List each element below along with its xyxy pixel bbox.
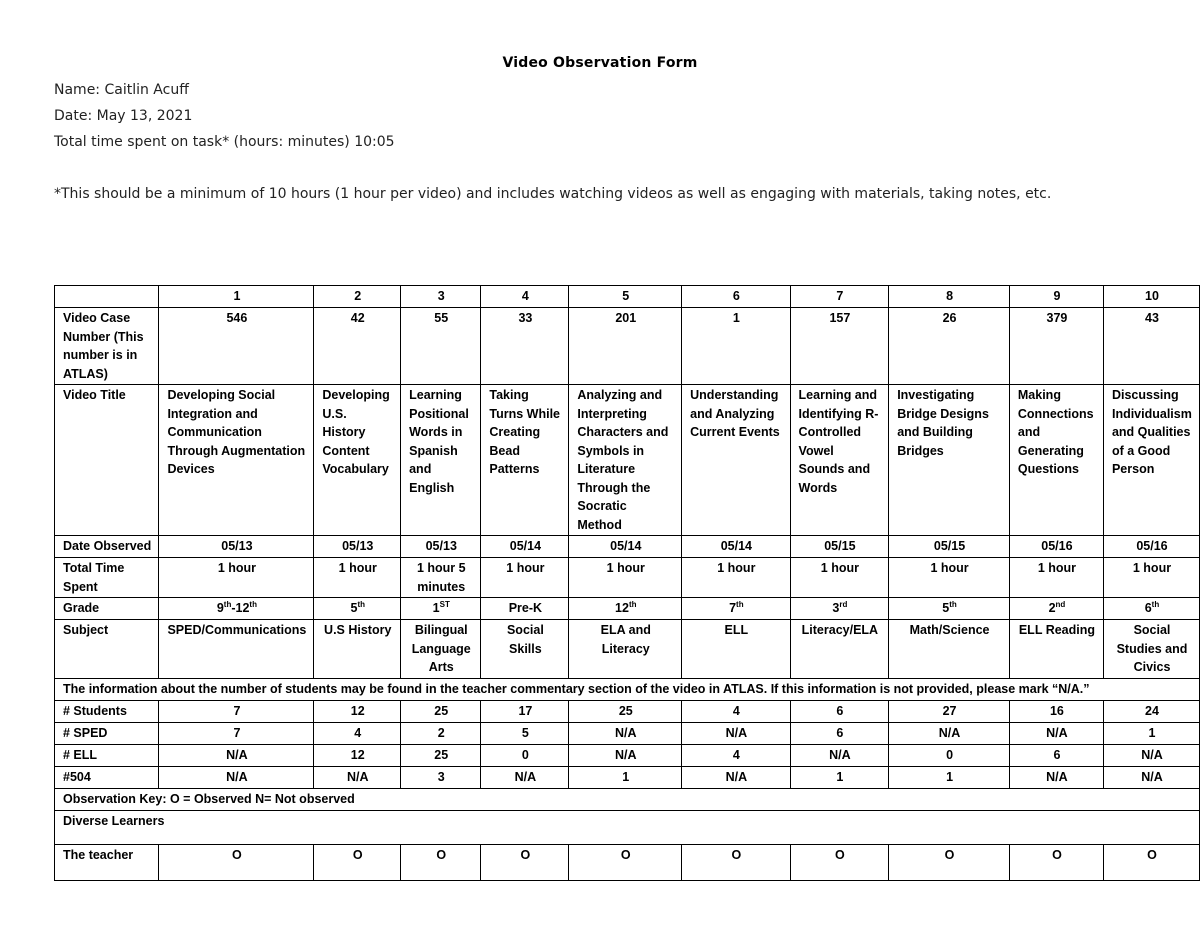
grade-value: Pre-K — [508, 601, 543, 615]
grade-row — [55, 598, 1200, 620]
column-number: 8 — [889, 286, 1010, 308]
date-observed-cell: 05/13 — [159, 536, 314, 558]
diverse-learners-heading: Diverse Learners — [55, 810, 1200, 844]
video-case-number-cell: 26 — [889, 308, 1010, 385]
students-cell: 17 — [481, 700, 569, 722]
section-504-cell: 1 — [569, 766, 682, 788]
date-observed-cell: 05/16 — [1009, 536, 1103, 558]
grade-value: 1 — [432, 601, 440, 615]
teacher-cell: O — [159, 844, 314, 880]
observation-key: Observation Key: O = Observed N= Not observed — [55, 788, 1200, 810]
subject-cell: Social Skills — [481, 620, 569, 679]
subject-cell: Bilingual Language Arts — [401, 620, 481, 679]
ell-cell: 4 — [682, 744, 790, 766]
students-cell: 4 — [682, 700, 790, 722]
sped-cell: 2 — [401, 722, 481, 744]
grade-suffix: th — [223, 599, 232, 609]
total-time-cell: 1 hour — [159, 558, 314, 598]
video-case-number-label: Video Case Number (This number is in ATLAS) — [55, 308, 159, 385]
sped-cell: 4 — [314, 722, 401, 744]
grade-value: 2 — [1048, 601, 1056, 615]
date-observed-cell: 05/13 — [314, 536, 401, 558]
subject-cell: SPED/Communications — [159, 620, 314, 679]
sped-cell: N/A — [569, 722, 682, 744]
subject-cell: Literacy/ELA — [790, 620, 889, 679]
students-cell: 25 — [401, 700, 481, 722]
subject-label: Subject — [55, 620, 159, 679]
ell-cell: 6 — [1009, 744, 1103, 766]
diverse-learners-row — [55, 810, 1200, 844]
teacher-cell: O — [569, 844, 682, 880]
ell-cell: N/A — [159, 744, 314, 766]
info-note-row — [55, 678, 1200, 700]
column-number: 10 — [1103, 286, 1199, 308]
subject-cell: Math/Science — [889, 620, 1010, 679]
grade-value: -12 — [231, 601, 250, 615]
video-title-cell: Developing U.S. History Content Vocabulary — [314, 385, 401, 536]
total-time-cell: 1 hour 5 minutes — [401, 558, 481, 598]
total-time-cell: 1 hour — [1103, 558, 1199, 598]
section-504-cell: 1 — [889, 766, 1010, 788]
time-requirement-note: *This should be a minimum of 10 hours (1 hour per video) and includes watching videos as well as engaging with materials, taking notes, etc. — [54, 186, 1052, 202]
grade-cell — [569, 598, 682, 620]
students-cell: 6 — [790, 700, 889, 722]
subject-cell: Social Studies and Civics — [1103, 620, 1199, 679]
ell-cell: N/A — [1103, 744, 1199, 766]
sped-cell: 5 — [481, 722, 569, 744]
video-case-number-cell: 546 — [159, 308, 314, 385]
video-title-cell: Investigating Bridge Designs and Building Bridges — [889, 385, 1010, 536]
students-label: # Students — [55, 700, 159, 722]
students-cell: 27 — [889, 700, 1010, 722]
observation-table — [54, 285, 1200, 881]
date-observed-cell: 05/13 — [401, 536, 481, 558]
video-case-number-cell: 43 — [1103, 308, 1199, 385]
students-row — [55, 700, 1200, 722]
video-title-cell: Taking Turns While Creating Bead Patterns — [481, 385, 569, 536]
sped-row — [55, 722, 1200, 744]
subject-row — [55, 620, 1200, 679]
video-title-label: Video Title — [55, 385, 159, 536]
grade-suffix: rd — [839, 599, 848, 609]
video-title-cell: Making Connections and Generating Questions — [1009, 385, 1103, 536]
video-case-number-cell: 33 — [481, 308, 569, 385]
video-title-cell: Understanding and Analyzing Current Events — [682, 385, 790, 536]
sped-label: # SPED — [55, 722, 159, 744]
teacher-row — [55, 844, 1200, 880]
grade-suffix: th — [249, 599, 257, 609]
ell-label: # ELL — [55, 744, 159, 766]
students-cell: 12 — [314, 700, 401, 722]
grade-suffix: th — [357, 599, 365, 609]
info-note: The information about the number of students may be found in the teacher commentary section of the video in ATLAS. If this information is not provided, please mark “N/A.” — [55, 678, 1200, 700]
video-title-cell: Learning Positional Words in Spanish and English — [401, 385, 481, 536]
ell-cell: 12 — [314, 744, 401, 766]
teacher-cell: O — [401, 844, 481, 880]
teacher-cell: O — [481, 844, 569, 880]
students-cell: 16 — [1009, 700, 1103, 722]
column-header-row — [55, 286, 1200, 308]
video-case-number-cell: 55 — [401, 308, 481, 385]
grade-cell — [1103, 598, 1199, 620]
grade-suffix: nd — [1055, 599, 1066, 609]
section-504-cell: N/A — [1009, 766, 1103, 788]
date-observed-cell: 05/14 — [481, 536, 569, 558]
column-number: 4 — [481, 286, 569, 308]
sped-cell: N/A — [1009, 722, 1103, 744]
column-number: 1 — [159, 286, 314, 308]
sped-cell: 7 — [159, 722, 314, 744]
column-number: 5 — [569, 286, 682, 308]
grade-value: 5 — [942, 601, 950, 615]
teacher-cell: O — [314, 844, 401, 880]
students-cell: 7 — [159, 700, 314, 722]
grade-suffix: ST — [439, 599, 450, 609]
date-observed-cell: 05/16 — [1103, 536, 1199, 558]
sped-cell: 1 — [1103, 722, 1199, 744]
video-case-number-cell: 157 — [790, 308, 889, 385]
video-case-number-row — [55, 308, 1200, 385]
grade-value: 12 — [615, 601, 629, 615]
ell-cell: 0 — [889, 744, 1010, 766]
grade-cell — [682, 598, 790, 620]
ell-cell: 25 — [401, 744, 481, 766]
sped-cell: N/A — [682, 722, 790, 744]
grade-suffix: th — [949, 599, 957, 609]
section-504-label: #504 — [55, 766, 159, 788]
grade-cell — [790, 598, 889, 620]
total-time-cell: 1 hour — [889, 558, 1010, 598]
video-title-cell: Learning and Identifying R-Controlled Vowel Sounds and Words — [790, 385, 889, 536]
subject-cell: ELL Reading — [1009, 620, 1103, 679]
sped-cell: 6 — [790, 722, 889, 744]
teacher-label: The teacher — [55, 844, 159, 880]
video-title-cell: Developing Social Integration and Communication Through Augmentation Devices — [159, 385, 314, 536]
corner-cell — [55, 286, 159, 308]
ell-row — [55, 744, 1200, 766]
students-cell: 24 — [1103, 700, 1199, 722]
grade-suffix: th — [628, 599, 637, 609]
total-time-cell: 1 hour — [1009, 558, 1103, 598]
subject-cell: ELA and Literacy — [569, 620, 682, 679]
teacher-cell: O — [790, 844, 889, 880]
grade-value: 5 — [350, 601, 358, 615]
date-observed-cell: 05/15 — [889, 536, 1010, 558]
date-line: Date: May 13, 2021 — [54, 108, 193, 124]
observation-key-row — [55, 788, 1200, 810]
teacher-cell: O — [1103, 844, 1199, 880]
date-observed-label: Date Observed — [55, 536, 159, 558]
grade-label: Grade — [55, 598, 159, 620]
teacher-cell: O — [1009, 844, 1103, 880]
video-case-number-cell: 42 — [314, 308, 401, 385]
time-spent-line: Total time spent on task* (hours: minutes) 10:05 — [54, 134, 395, 150]
date-observed-cell: 05/14 — [569, 536, 682, 558]
video-title-cell: Discussing Individualism and Qualities of a Good Person — [1103, 385, 1199, 536]
column-number: 3 — [401, 286, 481, 308]
total-time-row — [55, 558, 1200, 598]
grade-suffix: th — [1151, 599, 1160, 609]
total-time-cell: 1 hour — [682, 558, 790, 598]
teacher-cell: O — [682, 844, 790, 880]
grade-value: 6 — [1144, 601, 1152, 615]
total-time-label: Total Time Spent — [55, 558, 159, 598]
document-title: Video Observation Form — [502, 55, 698, 71]
video-case-number-cell: 1 — [682, 308, 790, 385]
section-504-cell: N/A — [481, 766, 569, 788]
ell-cell: N/A — [790, 744, 889, 766]
section-504-cell: N/A — [682, 766, 790, 788]
total-time-cell: 1 hour — [314, 558, 401, 598]
date-observed-cell: 05/15 — [790, 536, 889, 558]
section-504-cell: 1 — [790, 766, 889, 788]
total-time-cell: 1 hour — [790, 558, 889, 598]
grade-cell — [481, 598, 569, 620]
name-line: Name: Caitlin Acuff — [54, 82, 189, 98]
column-number: 9 — [1009, 286, 1103, 308]
grade-cell — [314, 598, 401, 620]
grade-cell — [889, 598, 1010, 620]
section-504-cell: 3 — [401, 766, 481, 788]
subject-cell: ELL — [682, 620, 790, 679]
section-504-row — [55, 766, 1200, 788]
total-time-cell: 1 hour — [481, 558, 569, 598]
students-cell: 25 — [569, 700, 682, 722]
grade-value: 7 — [729, 601, 737, 615]
sped-cell: N/A — [889, 722, 1010, 744]
grade-suffix: th — [736, 599, 744, 609]
video-case-number-cell: 379 — [1009, 308, 1103, 385]
column-number: 7 — [790, 286, 889, 308]
grade-cell — [1009, 598, 1103, 620]
total-time-cell: 1 hour — [569, 558, 682, 598]
section-504-cell: N/A — [314, 766, 401, 788]
teacher-cell: O — [889, 844, 1010, 880]
video-title-cell: Analyzing and Interpreting Characters and Symbols in Literature Through the Socratic Method — [569, 385, 682, 536]
video-title-row — [55, 385, 1200, 536]
ell-cell: 0 — [481, 744, 569, 766]
column-number: 2 — [314, 286, 401, 308]
grade-cell — [159, 598, 314, 620]
grade-value: 9 — [216, 601, 224, 615]
section-504-cell: N/A — [1103, 766, 1199, 788]
date-observed-row — [55, 536, 1200, 558]
video-case-number-cell: 201 — [569, 308, 682, 385]
subject-cell: U.S History — [314, 620, 401, 679]
grade-cell — [401, 598, 481, 620]
section-504-cell: N/A — [159, 766, 314, 788]
date-observed-cell: 05/14 — [682, 536, 790, 558]
column-number: 6 — [682, 286, 790, 308]
grade-value: 3 — [832, 601, 840, 615]
ell-cell: N/A — [569, 744, 682, 766]
